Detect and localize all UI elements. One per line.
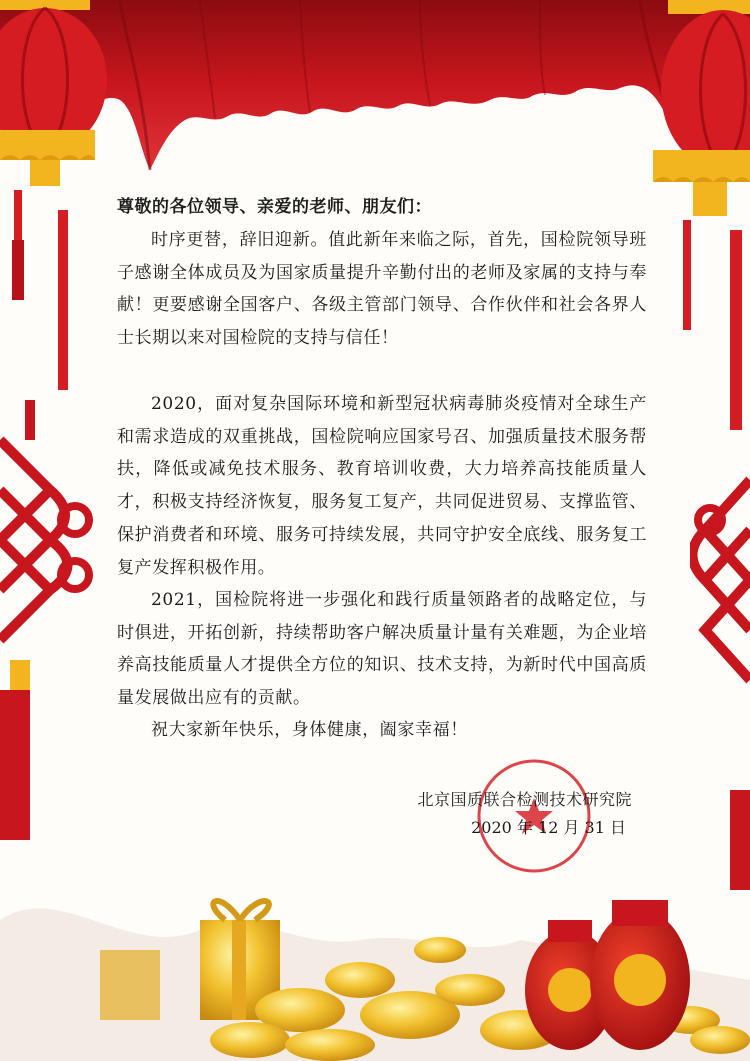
letter-paragraph: 时序更替，辞旧迎新。值此新年来临之际，首先，国检院领导班子感谢全体成员及为国家质量提升辛勤付出的老师及家属的支持与奉献！更要感谢全国客户、各级主管部门领导、合作伙伴和社会各界人士长期以来对国检院的支持与信任！ — [117, 230, 647, 349]
red-curtain-decoration — [0, 0, 750, 175]
letter-paragraph: 2021，国检院将进一步强化和践行质量领路者的战略定位，与时俱进，开拓创新，持续帮助客户解决质量计量有关难题，为企业培养高技能质量人才提供全方位的知识、技术支持，为新时代中国高质量发展做出应有的贡献。 — [117, 590, 647, 709]
right-lantern-icon — [648, 0, 750, 440]
letter-greeting: 尊敬的各位领导、亲爱的老师、朋友们： — [117, 197, 432, 217]
right-chinese-knot-icon — [690, 440, 750, 900]
left-chinese-knot-icon — [0, 380, 95, 850]
left-lantern-icon — [0, 0, 110, 420]
signature-date: 2020 年 12 月 31 日 — [471, 818, 626, 837]
letter-body — [117, 190, 647, 747]
signature-organization: 北京国质联合检测技术研究院 — [417, 790, 632, 809]
letter-paragraph: 2020，面对复杂国际环境和新型冠状病毒肺炎疫情对全球生产和需求造成的双重挑战，国检院响应国家号召、加强质量技术服务帮扶，降低或减免技术服务、教育培训收费，大力培养高技能质量人才，积极支持经济恢复，服务复工复产，共同促进贸易、支撑监管、保护消费者和环境、服务可持续发展，共同守护安全底线、服务复工复产发挥积极作用。 — [117, 394, 647, 578]
letter-closing-wish: 祝大家新年快乐，身体健康，阖家幸福！ — [151, 720, 468, 740]
gold-treasure-decoration — [0, 840, 750, 1061]
signature-block — [417, 786, 632, 842]
